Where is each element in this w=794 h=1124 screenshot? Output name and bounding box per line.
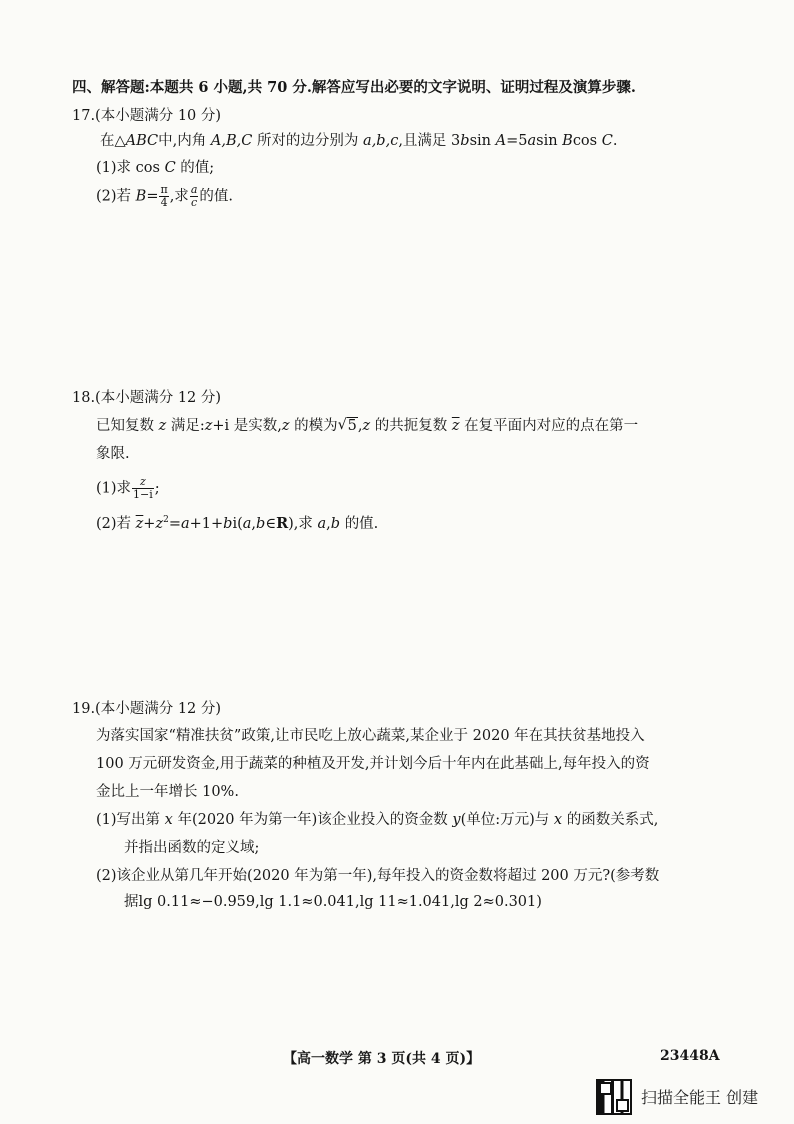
q19-stem-line1: 为落实国家“精准扶贫”政策,让市民吃上放心蔬菜,某企业于 2020 年在其扶贫基地投入 <box>96 728 645 744</box>
q19-header: 19.(本小题满分 12 分) <box>72 701 222 717</box>
pi-over-4-fraction: $\frac{\pi}{4}$ <box>160 183 168 209</box>
q18-stem-line2: 象限. <box>96 446 130 462</box>
q17-stem: 在△ABC中,内角 A,B,C 所对的边分别为 a,b,c,且满足 3bsin A=5asin Bcos C. <box>100 133 618 149</box>
section-title: 四、解答题:本题共 6 小题,共 70 分.解答应写出必要的文字说明、证明过程及演算步骤. <box>72 79 636 96</box>
exam-code: 23448A <box>660 1048 720 1064</box>
page-footer: 【高一数学 第 3 页(共 4 页)】 <box>283 1051 481 1067</box>
q17-header: 17.(本小题满分 10 分) <box>72 108 222 124</box>
q19-part2-line1: (2)该企业从第几年开始(2020 年为第一年),每年投入的资金数将超过 200 万元?(参考数 <box>96 868 660 884</box>
q17-part1: (1)求 cos C 的值; <box>96 160 215 176</box>
sqrt-five: √ 5 <box>338 418 358 434</box>
qr-code-icon <box>596 1079 632 1115</box>
q19-part2-line2: 据lg 0.11≈−0.959,lg 1.1≈0.041,lg 11≈1.041,lg 2≈0.301) <box>124 894 542 910</box>
q19-stem-line2: 100 万元研发资金,用于蔬菜的种植及开发,并计划今后十年内在此基础上,每年投入的资 <box>96 756 650 772</box>
scanner-watermark: 扫描全能王 创建 <box>641 1088 759 1107</box>
q17-part2: (2)若 B= $\frac{\pi}{4}$ ,求 $\frac{a}{c}$ 的值. <box>96 183 233 209</box>
q18-part1: (1)求 $\frac{z}{1-i}$ ; <box>96 475 160 501</box>
q19-stem-line3: 金比上一年增长 10%. <box>96 784 239 800</box>
q18-header: 18.(本小题满分 12 分) <box>72 390 222 406</box>
q19-part1-line2: 并指出函数的定义域; <box>124 840 260 856</box>
a-over-c-fraction: $\frac{a}{c}$ <box>190 183 198 209</box>
q18-stem-line1: 已知复数 z 满足:z+i 是实数,z 的模为 √ 5,z 的共扼复数 $\overline{z}$ 在复平面内对应的点在第一 <box>96 414 638 435</box>
q18-part2: (2)若 $\overline{z}+z^2=a+1+bi(a,b\in R)$,求 a,b 的值. <box>96 515 379 532</box>
z-over-1-minus-i-fraction: $\frac{z}{1-i}$ <box>133 475 153 501</box>
q19-part1-line1: (1)写出第 x 年(2020 年为第一年)该企业投入的资金数 y(单位:万元)与 x 的函数关系式, <box>96 812 659 828</box>
